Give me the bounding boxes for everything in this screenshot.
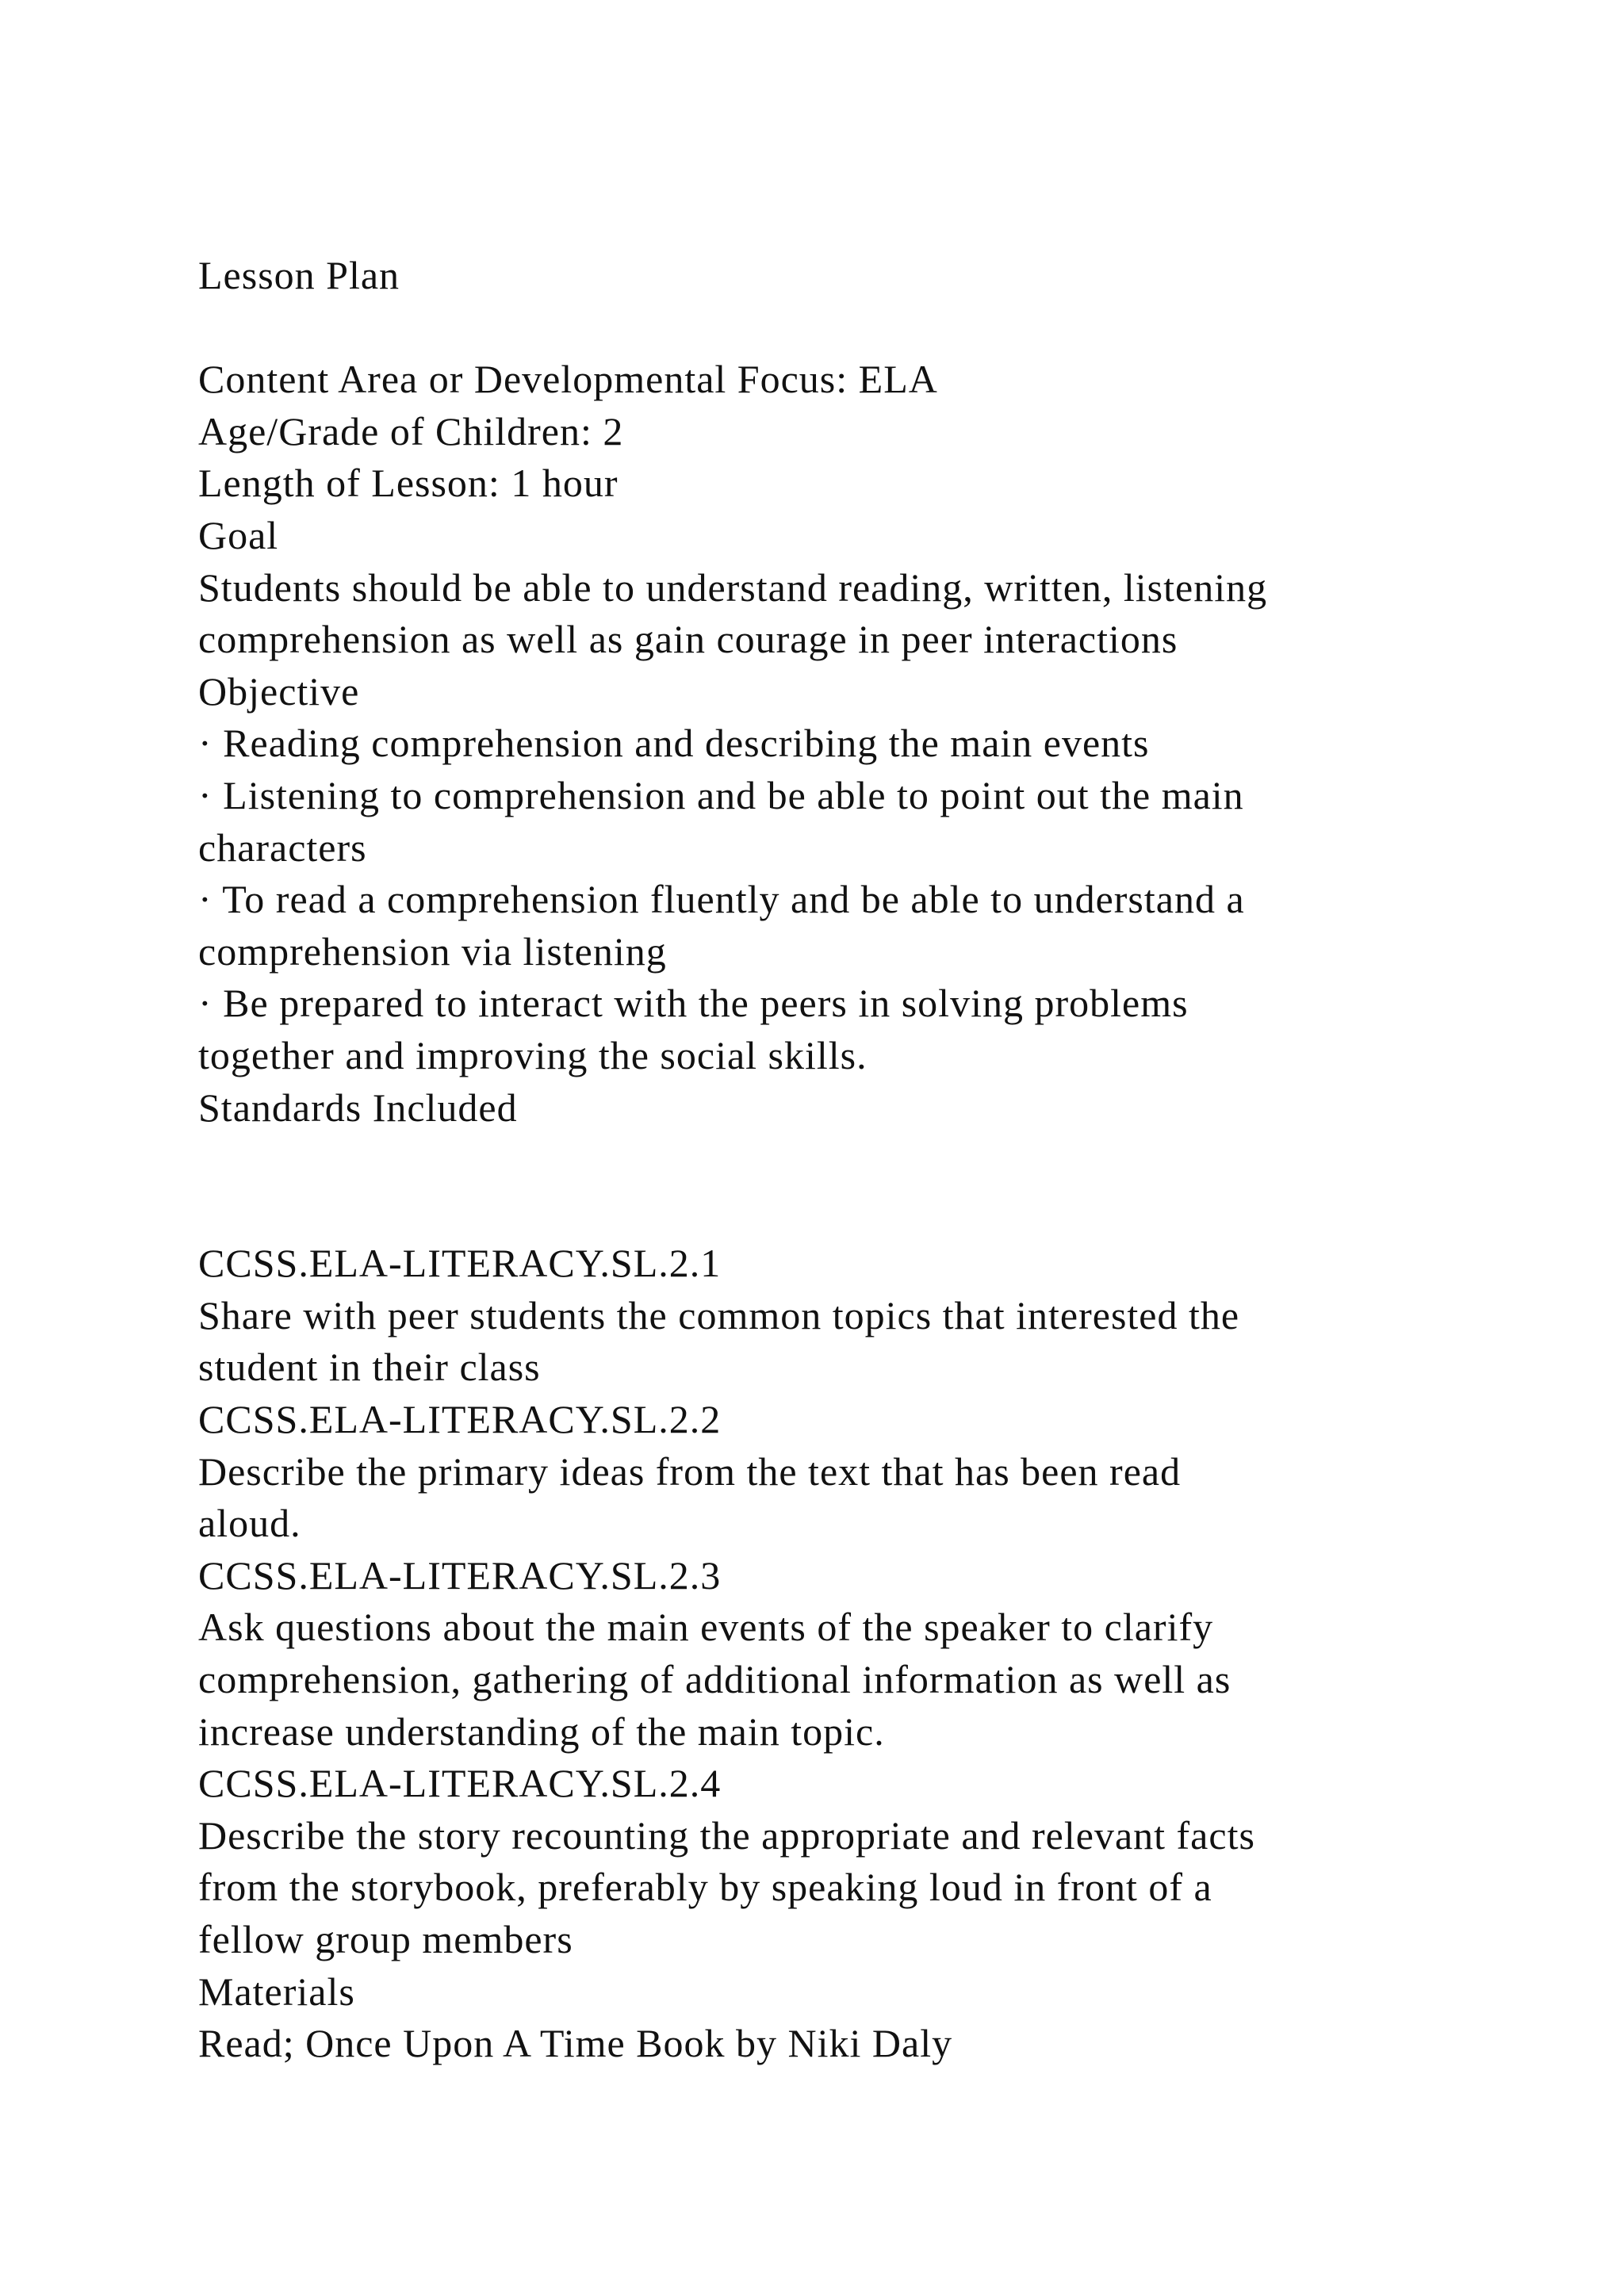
materials-heading: Materials bbox=[198, 1969, 355, 2014]
standard-text-line: Describe the story recounting the appropriate and relevant facts bbox=[198, 1812, 1255, 1858]
age-grade-line: Age/Grade of Children: 2 bbox=[198, 408, 624, 453]
objective-line: characters bbox=[198, 825, 367, 870]
content-area-line: Content Area or Developmental Focus: ELA bbox=[198, 357, 938, 402]
standard-text-line: Describe the primary ideas from the text that has been read bbox=[198, 1448, 1182, 1494]
standard-text-line: student in their class bbox=[198, 1345, 541, 1390]
standard-text-line: Ask questions about the main events of the speaker to clarify bbox=[198, 1605, 1214, 1650]
standard-text-line: Share with peer students the common topics that interested the bbox=[198, 1292, 1240, 1337]
goal-text-line: Students should be able to understand reading, written, listening bbox=[198, 564, 1268, 610]
materials-line: Read; Once Upon A Time Book by Niki Daly bbox=[198, 2021, 953, 2066]
document-body bbox=[198, 250, 1546, 2070]
objective-line: comprehension via listening bbox=[198, 928, 667, 974]
objective-line: · To read a comprehension fluently and be able to understand a bbox=[198, 877, 1245, 922]
standard-text-line: comprehension, gathering of additional information as well as bbox=[198, 1657, 1231, 1702]
standard-code: CCSS.ELA-LITERACY.SL.2.1 bbox=[198, 1241, 722, 1286]
standard-text-line: from the storybook, preferably by speaking loud in front of a bbox=[198, 1865, 1212, 1910]
objective-heading: Objective bbox=[198, 668, 360, 714]
standards-heading: Standards Included bbox=[198, 1085, 518, 1130]
objective-line: · Reading comprehension and describing the main events bbox=[198, 721, 1150, 766]
standard-code: CCSS.ELA-LITERACY.SL.2.4 bbox=[198, 1761, 722, 1806]
standard-code: CCSS.ELA-LITERACY.SL.2.3 bbox=[198, 1552, 722, 1598]
standard-text-line: fellow group members bbox=[198, 1917, 573, 1961]
standard-code: CCSS.ELA-LITERACY.SL.2.2 bbox=[198, 1397, 722, 1442]
standard-text-line: increase understanding of the main topic. bbox=[198, 1709, 885, 1754]
blank-lines bbox=[198, 1134, 1546, 1238]
goal-heading: Goal bbox=[198, 512, 279, 557]
blank-line bbox=[198, 302, 1546, 354]
goal-text-line: comprehension as well as gain courage in peer interactions bbox=[198, 617, 1178, 662]
objective-line: · Be prepared to interact with the peers in solving problems bbox=[198, 981, 1189, 1026]
lesson-length-line: Length of Lesson: 1 hour bbox=[198, 461, 619, 506]
standard-text-line: aloud. bbox=[198, 1501, 301, 1546]
page-title: Lesson Plan bbox=[198, 253, 400, 297]
objective-line: together and improving the social skills. bbox=[198, 1032, 868, 1077]
objective-line: · Listening to comprehension and be able to point out the main bbox=[198, 772, 1244, 817]
